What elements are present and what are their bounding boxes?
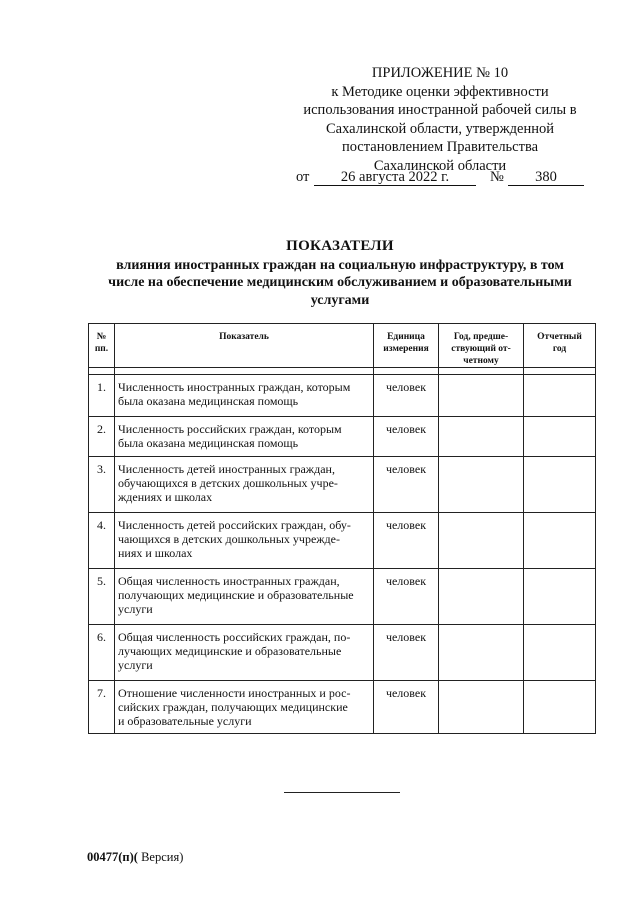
- appendix-title: ПРИЛОЖЕНИЕ № 10: [371, 65, 509, 81]
- row-indicator: Численность детей российских граждан, обу- чающихся в детских дошкольных учрежде- ниях и школах: [115, 513, 374, 569]
- title-main: ПОКАЗАТЕЛИ: [286, 238, 394, 254]
- row-indicator: Численность иностранных граждан, которым была оказана медицинская помощь: [115, 375, 374, 417]
- appendix-line: постановлением Правительства: [341, 139, 539, 155]
- closing-divider: [284, 792, 400, 793]
- row-num: 1.: [89, 375, 115, 417]
- order-number: 380: [508, 168, 584, 186]
- row-num: 3.: [89, 457, 115, 513]
- table-row: [89, 513, 596, 569]
- row-prev-year[interactable]: [439, 681, 524, 734]
- appendix-line: Сахалинской области: [373, 157, 507, 174]
- document-title: [80, 238, 600, 309]
- row-prev-year[interactable]: [439, 417, 524, 457]
- number-label: №: [490, 169, 504, 185]
- document-version: [87, 850, 183, 865]
- appendix-line: к Методике оценки эффективности: [331, 83, 549, 100]
- table-row: [89, 569, 596, 625]
- table-row: [89, 681, 596, 734]
- appendix-line: использования иностранной рабочей силы в: [303, 102, 577, 118]
- header-num: № пп.: [89, 324, 115, 368]
- row-report-year[interactable]: [524, 625, 596, 681]
- row-report-year[interactable]: [524, 457, 596, 513]
- appendix-line: Сахалинской области, утвержденной: [326, 120, 554, 137]
- header-report-year: Отчетный год: [524, 324, 596, 368]
- row-report-year[interactable]: [524, 417, 596, 457]
- row-indicator: Общая численность российских граждан, по- лучающих медицинские и образовательные услуги: [115, 625, 374, 681]
- table-row: [89, 457, 596, 513]
- row-prev-year[interactable]: [439, 625, 524, 681]
- table-header-row: [89, 324, 596, 368]
- row-unit: человек: [374, 375, 439, 417]
- row-prev-year[interactable]: [439, 513, 524, 569]
- row-num: 4.: [89, 513, 115, 569]
- row-unit: человек: [374, 417, 439, 457]
- header-prev-year: Год, предше- ствующий от- четному: [439, 324, 524, 368]
- row-prev-year[interactable]: [439, 375, 524, 417]
- table-row: [89, 375, 596, 417]
- row-unit: человек: [374, 681, 439, 734]
- row-report-year[interactable]: [524, 569, 596, 625]
- row-prev-year[interactable]: [439, 569, 524, 625]
- header-indicator: Показатель: [115, 324, 374, 368]
- row-indicator: Отношение численности иностранных и рос- сийских граждан, получающих медицинские и образовательные услуги: [115, 681, 374, 734]
- row-unit: человек: [374, 513, 439, 569]
- row-indicator: Численность российских граждан, которым была оказана медицинская помощь: [115, 417, 374, 457]
- row-indicator: Общая численность иностранных граждан, получающих медицинские и образовательные услуги: [115, 569, 374, 625]
- order-date: 26 августа 2022 г.: [314, 168, 476, 186]
- title-subtitle-line: числе на обеспечение медицинским обслуживанием и образовательными: [108, 275, 572, 290]
- row-num: 5.: [89, 569, 115, 625]
- from-label: от: [296, 169, 310, 185]
- document-code: 00477(п)(: [87, 850, 138, 864]
- row-num: 7.: [89, 681, 115, 734]
- row-report-year[interactable]: [524, 681, 596, 734]
- row-report-year[interactable]: [524, 513, 596, 569]
- row-num: 6.: [89, 625, 115, 681]
- row-unit: человек: [374, 457, 439, 513]
- version-label: Версия): [137, 850, 184, 864]
- table-row: [89, 625, 596, 681]
- row-prev-year[interactable]: [439, 457, 524, 513]
- indicators-table: [88, 323, 596, 734]
- table-row: [89, 417, 596, 457]
- title-subtitle-line: услугами: [310, 292, 370, 308]
- row-unit: человек: [374, 569, 439, 625]
- row-report-year[interactable]: [524, 375, 596, 417]
- row-num: 2.: [89, 417, 115, 457]
- row-indicator: Численность детей иностранных граждан, обучающихся в детских дошкольных учре- ждениях и школах: [115, 457, 374, 513]
- appendix-block: [282, 64, 598, 175]
- table-spacer-row: [89, 368, 596, 375]
- title-subtitle-line: влияния иностранных граждан на социальную инфраструктуру, в том: [116, 257, 564, 273]
- row-unit: человек: [374, 625, 439, 681]
- header-unit: Единица измерения: [374, 324, 439, 368]
